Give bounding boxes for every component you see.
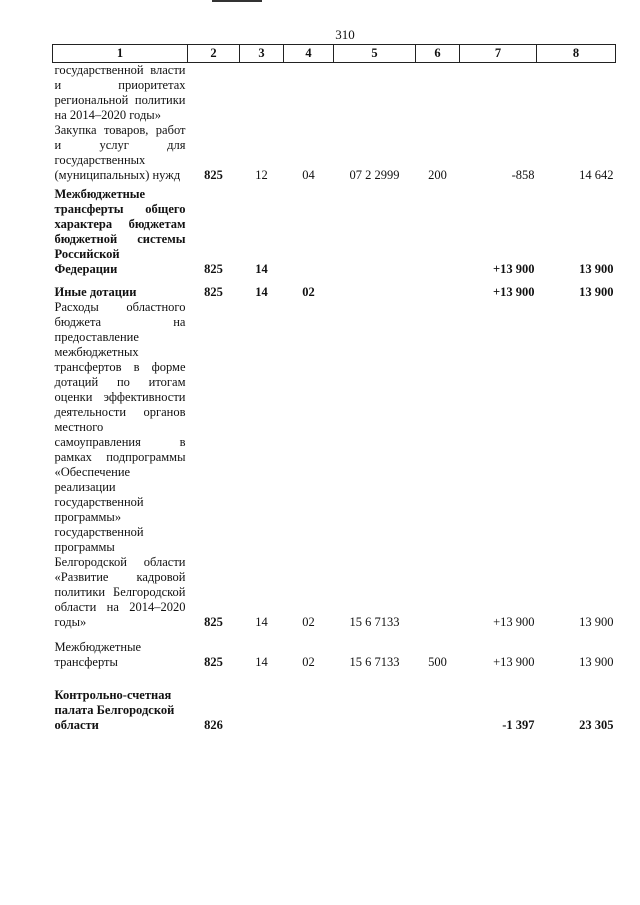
cell-total: 23 305 [579, 718, 614, 732]
cell-target: 15 6 7133 [349, 655, 400, 669]
cell-section: 12 [255, 168, 268, 182]
cell-type [416, 300, 460, 630]
cell-ministry: 825 [204, 285, 223, 299]
cell-subsection [284, 183, 334, 277]
cell-change: -1 397 [502, 718, 535, 732]
table-header-row [53, 45, 616, 63]
cell-section: 14 [255, 655, 268, 669]
cell-total: 13 900 [579, 262, 614, 276]
row-name: государственной власти и приоритетах региональной политики на 2014–2020 годы» [54, 63, 186, 122]
cell-section [240, 670, 284, 733]
cell-section: 14 [255, 285, 268, 299]
column-header: 5 [334, 45, 416, 63]
column-header: 8 [537, 45, 616, 63]
cell-target [334, 63, 416, 124]
row-name: Межбюджетные трансферты общего характера бюджетам бюджетной системы Российской Федерации [54, 187, 186, 276]
cell-ministry: 825 [204, 615, 223, 629]
column-header: 4 [284, 45, 334, 63]
cell-subsection [284, 670, 334, 733]
cell-type [416, 670, 460, 733]
cell-ministry: 825 [204, 168, 223, 182]
column-header: 2 [188, 45, 240, 63]
cell-total: 13 900 [579, 615, 614, 629]
table-row [53, 123, 616, 183]
cell-change [460, 63, 537, 124]
cell-total: 13 900 [579, 655, 614, 669]
cell-section [240, 63, 284, 124]
cell-total: 14 642 [579, 168, 614, 182]
column-header: 1 [53, 45, 188, 63]
cell-change: +13 900 [493, 655, 535, 669]
row-name: Межбюджетные трансферты [54, 640, 142, 669]
cell-total [537, 63, 616, 124]
cell-type [416, 277, 460, 300]
page-number: 310 [335, 27, 355, 42]
cell-ministry: 825 [204, 262, 223, 276]
table-row [53, 183, 616, 277]
cell-ministry: 825 [204, 655, 223, 669]
table-row [53, 300, 616, 630]
cell-section: 14 [255, 262, 268, 276]
table-row [53, 63, 616, 124]
cell-subsection [284, 63, 334, 124]
cell-target [334, 183, 416, 277]
cell-type: 200 [428, 168, 447, 182]
table-row [53, 670, 616, 733]
cell-target [334, 670, 416, 733]
cell-subsection: 04 [302, 168, 315, 182]
cell-type [416, 183, 460, 277]
table-row [53, 277, 616, 300]
cell-type [416, 63, 460, 124]
row-name: Расходы областного бюджета на предоставление межбюджетных трансфертов в форме дотаций по итогам оценки эффективности деятельности органов местного самоуправления в рамках подпрограммы «Обеспечение реализации государственной программы» государственной программы Белгородской области «Развитие кадровой политики Белгородской области на 2014–2020 годы» [54, 300, 186, 629]
budget-table [52, 44, 616, 733]
row-name: Контрольно-счетная палата Белгородской области [54, 688, 175, 732]
cell-change: +13 900 [493, 615, 535, 629]
table-row [53, 630, 616, 670]
row-name: Закупка товаров, работ и услуг для государственных (муниципальных) нужд [54, 123, 186, 182]
cell-total: 13 900 [579, 285, 614, 299]
cell-ministry: 826 [204, 718, 223, 732]
cell-change: +13 900 [493, 262, 535, 276]
scan-mark [212, 0, 262, 2]
cell-target: 15 6 7133 [349, 615, 400, 629]
cell-target [334, 277, 416, 300]
cell-section: 14 [255, 615, 268, 629]
cell-subsection: 02 [302, 655, 315, 669]
column-header: 6 [416, 45, 460, 63]
column-header: 7 [460, 45, 537, 63]
cell-subsection: 02 [302, 615, 315, 629]
cell-change: +13 900 [493, 285, 535, 299]
cell-ministry [188, 63, 240, 124]
cell-change: -858 [511, 168, 535, 182]
column-header: 3 [240, 45, 284, 63]
cell-target: 07 2 2999 [349, 168, 400, 182]
row-name: Иные дотации [54, 285, 137, 299]
cell-subsection: 02 [302, 285, 315, 299]
cell-type: 500 [428, 655, 447, 669]
